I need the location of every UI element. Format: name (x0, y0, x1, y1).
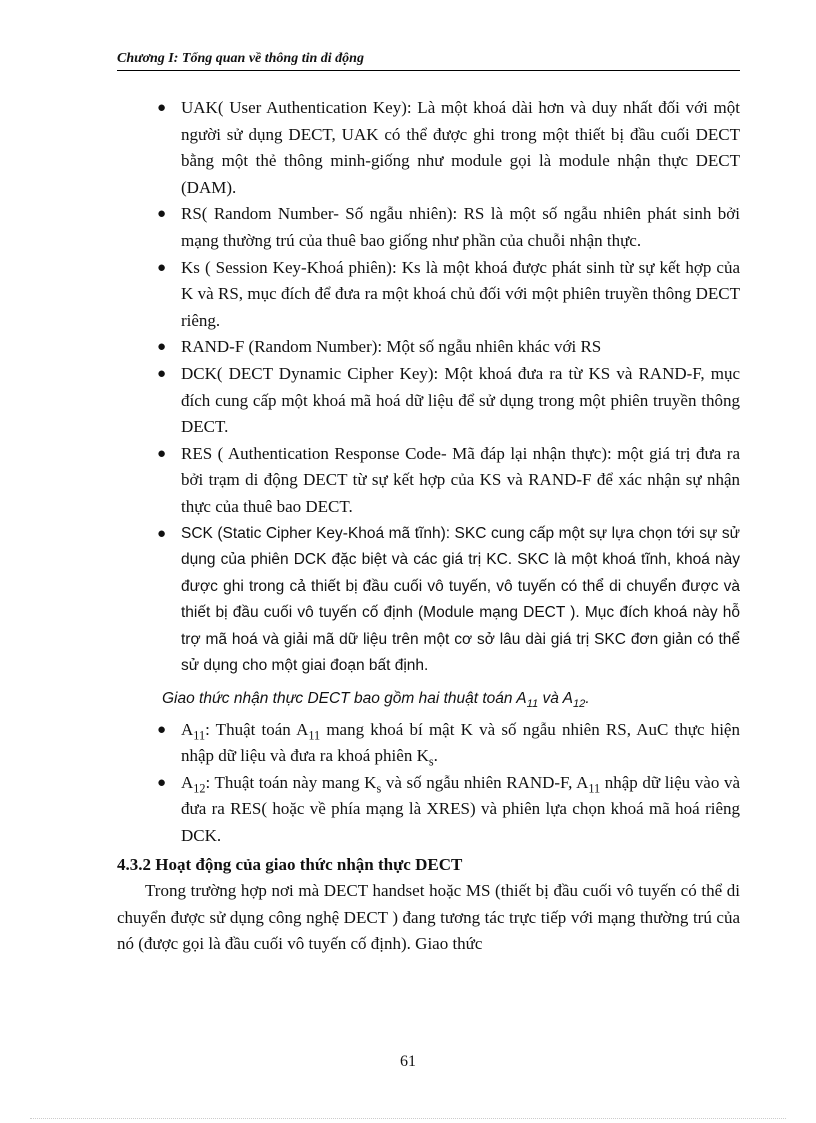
definition-list (117, 95, 740, 680)
protocol-intro: Giao thức nhận thực DECT bao gồm hai thuật toán $A_{11}$ và $A_{12}$. (162, 690, 590, 711)
list-item: ● SCK (Static Cipher Key-Khoá mã tĩnh): SKC cung cấp một sự lựa chọn tới sự sử dụng của phiên DCK đặc biệt và các giá trị KC. SKC là một khoá tĩnh, khoá này được ghi trong cả thiết bị đầu cuối vô tuyến, vô tuyến có thể di chuyển được và thiết bị đầu cuối vô tuyến cố định (Module mạng DECT ). Mục đích khoá này hỗ trợ mã hoá và giải mã dữ liệu trên một cơ sở lâu dài giá trị SKC đơn giản có thể sử dụng cho một giai đoạn bất định. (117, 521, 740, 681)
bullet-icon: ● (157, 445, 167, 462)
chapter-title: Chương I: Tổng quan về thông tin di động (117, 51, 364, 66)
bullet-icon: ● (157, 100, 167, 116)
list-item: ● Ks ( Session Key-Khoá phiên): Ks là một khoá được phát sinh từ sự kết hợp của K và RS, mục đích để đưa ra một khoá chủ đối với một phiên truyền thông DECT riêng. (117, 255, 740, 335)
list-item: ● $A_{11}$: Thuật toán $A_{11}$ mang khoá bí mật K và số ngẫu nhiên RS, AuC thực hiện nhập dữ liệu và đưa ra khoá phiên $K_s$. (117, 717, 740, 770)
list-item: ● RAND-F (Random Number): Một số ngẫu nhiên khác với RS (117, 334, 740, 361)
bullet-icon: ● (157, 365, 167, 382)
bullet-icon: ● (157, 206, 167, 223)
section-heading: 4.3.2 Hoạt động của giao thức nhận thực DECT (117, 854, 463, 874)
footer-divider (30, 1118, 786, 1119)
page-header (117, 50, 740, 71)
list-item: ● $A_{12}$: Thuật toán này mang $K_s$ và số ngẫu nhiên RAND-F, $A_{11}$ nhập dữ liệu vào và đưa ra RES( hoặc về phía mạng là XRES) và phiên lựa chọn khoá mã hoá riêng DCK. (117, 770, 740, 850)
bullet-icon: ● (157, 259, 167, 276)
bullet-icon: ● (157, 721, 167, 738)
list-item: ● DCK( DECT Dynamic Cipher Key): Một khoá đưa ra từ KS và RAND-F, mục đích cung cấp một khoá mã hoá dữ liệu để sử dụng trong một phiên truyền thông DECT. (117, 361, 740, 441)
algorithm-list (117, 717, 740, 850)
bullet-icon: ● (157, 339, 167, 356)
bullet-icon: ● (157, 774, 167, 791)
bullet-icon: ● (157, 524, 167, 542)
list-item: ● UAK( User Authentication Key): Là một khoá dài hơn và duy nhất đối với một người sử dụng DECT, UAK có thể được ghi trong một thiết bị đầu cuối DECT bằng một thẻ thông minh-giống như module gọi là module nhận thực DECT (DAM). (117, 95, 740, 201)
page-content (117, 95, 740, 958)
body-paragraph: Trong trường hợp nơi mà DECT handset hoặc MS (thiết bị đầu cuối vô tuyến có thể di chuyển được sử dụng công nghệ DECT ) đang tương tác trực tiếp với mạng thường trú của nó (được gọi là đầu cuối vô tuyến cố định). Giao thức (117, 881, 740, 954)
list-item: ● RES ( Authentication Response Code- Mã đáp lại nhận thực): một giá trị đưa ra bởi trạm di động DECT từ sự kết hợp của KS và RAND-F để xác nhận sự nhận thực của thuê bao DECT. (117, 441, 740, 521)
page-number: 61 (400, 1053, 416, 1070)
list-item: ● RS( Random Number- Số ngẫu nhiên): RS là một số ngẫu nhiên phát sinh bởi mạng thường trú của thuê bao giống như phần của chuỗi nhận thực. (117, 201, 740, 254)
